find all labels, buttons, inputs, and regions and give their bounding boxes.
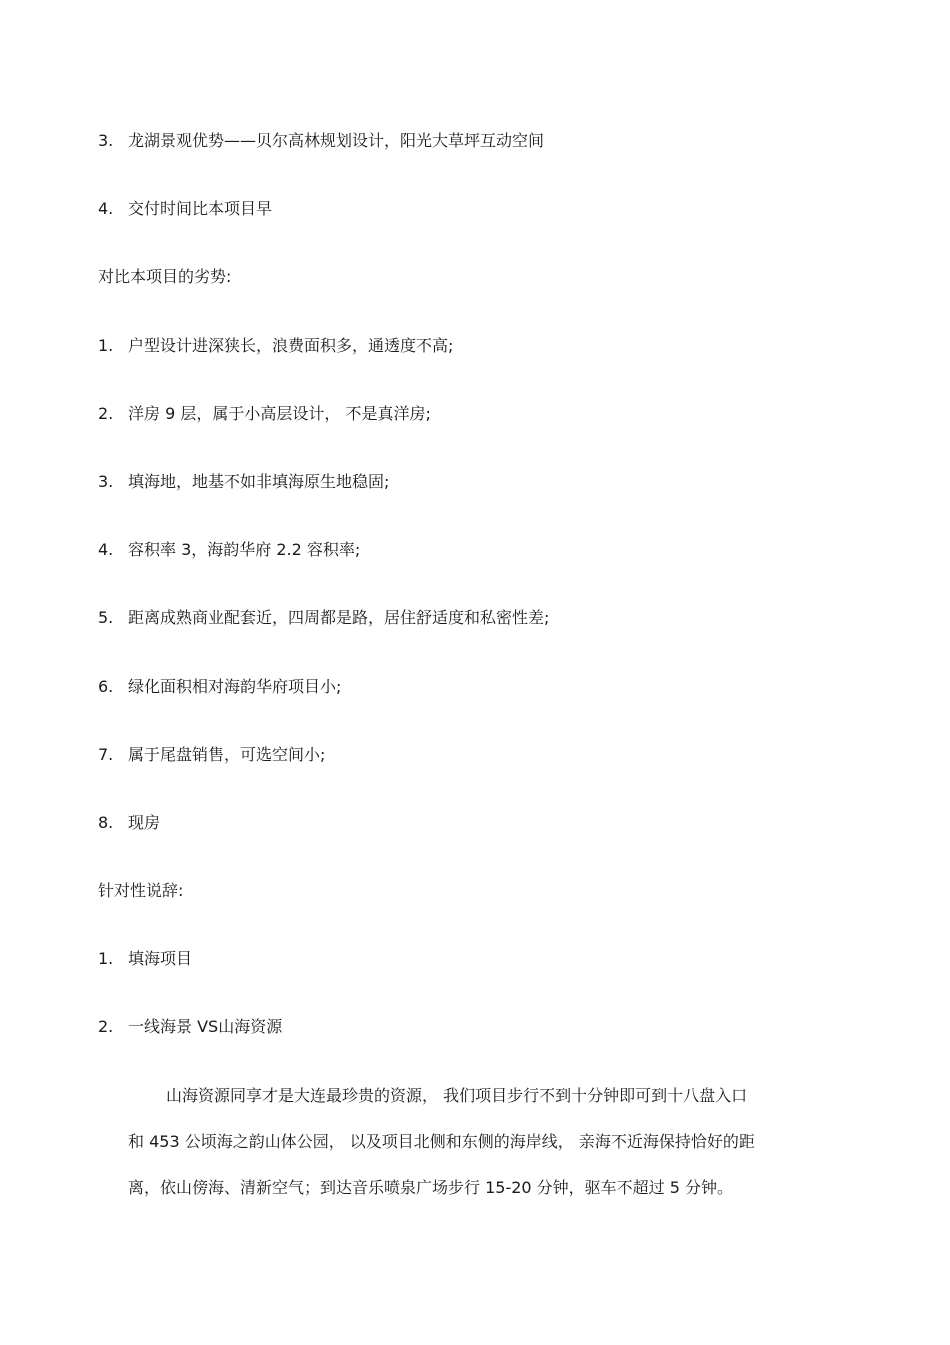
paragraph-line: 和 453 公顷海之韵山体公园， 以及项目北侧和东侧的海岸线， 亲海不近海保持恰好的距 [128, 1132, 755, 1151]
list-item-number: 7. [98, 745, 114, 764]
list-item [98, 336, 453, 356]
list-item-number: 1. [98, 336, 114, 355]
list-item-text: 属于尾盘销售，可选空间小; [128, 745, 326, 764]
list-item-text: 户型设计进深狭长，浪费面积多，通透度不高; [128, 336, 454, 355]
list-item [98, 949, 192, 969]
list-item-text: 交付时间比本项目早 [128, 199, 273, 218]
list-item-number: 6. [98, 677, 114, 696]
list-item-number: 3. [98, 472, 114, 491]
paragraph-line: 山海资源同享才是大连最珍贵的资源， 我们项目步行不到十分钟即可到十八盘入口 [166, 1086, 748, 1105]
list-item-number: 3. [98, 131, 114, 150]
list-item [98, 608, 549, 628]
list-item-text: 填海项目 [128, 949, 193, 968]
list-item-text: 现房 [128, 813, 161, 832]
list-item-text: 一线海景 VS山海资源 [128, 1017, 283, 1036]
list-item-number: 2. [98, 404, 114, 423]
list-item [98, 540, 360, 560]
paragraph-line: 离，依山傍海、清新空气；到达音乐喷泉广场步行 15-20 分钟，驱车不超过 5 分钟。 [128, 1178, 734, 1197]
list-item [98, 677, 341, 697]
section-heading-talking-points: 针对性说辞: [98, 881, 184, 900]
list-item [98, 745, 325, 765]
list-item-number: 4. [98, 540, 114, 559]
list-item-text: 容积率 3，海韵华府 2.2 容积率; [128, 540, 361, 559]
list-item-text: 距离成熟商业配套近，四周都是路，居住舒适度和私密性差; [128, 608, 550, 627]
list-item-number: 8. [98, 813, 114, 832]
list-item [98, 813, 160, 833]
list-item [98, 1017, 282, 1037]
list-item [98, 199, 272, 219]
list-item-number: 4. [98, 199, 114, 218]
talking-point-paragraph [128, 1073, 840, 1211]
list-item [98, 472, 389, 492]
list-item-text: 龙湖景观优势——贝尔高林规划设计，阳光大草坪互动空间 [128, 131, 545, 150]
list-item [98, 404, 431, 424]
list-item-number: 1. [98, 949, 114, 968]
list-item-text: 绿化面积相对海韵华府项目小; [128, 677, 342, 696]
list-item-text: 洋房 9 层，属于小高层设计， 不是真洋房; [128, 404, 431, 423]
list-item-number: 5. [98, 608, 114, 627]
section-heading-disadvantages: 对比本项目的劣势: [98, 267, 232, 286]
list-item-text: 填海地，地基不如非填海原生地稳固; [128, 472, 390, 491]
list-item-number: 2. [98, 1017, 114, 1036]
list-item [98, 131, 544, 151]
